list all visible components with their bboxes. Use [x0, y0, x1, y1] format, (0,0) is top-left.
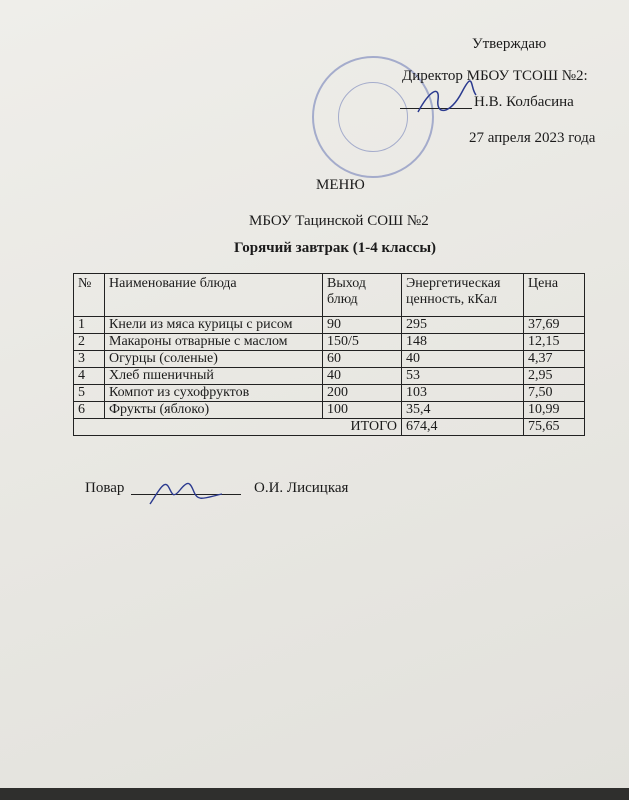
- row-output: 40: [323, 368, 402, 385]
- table-row: [74, 385, 585, 402]
- school-name: МБОУ Тацинской СОШ №2: [249, 213, 429, 229]
- background-edge: [0, 788, 629, 800]
- header-output: Выход блюд: [323, 274, 402, 317]
- director-name: Н.В. Колбасина: [474, 94, 574, 110]
- row-number: 4: [74, 368, 105, 385]
- table-row: [74, 317, 585, 334]
- row-dish: Кнели из мяса курицы с рисом: [105, 317, 323, 334]
- row-number: 5: [74, 385, 105, 402]
- total-label: ИТОГО: [74, 419, 402, 436]
- approval-date: 27 апреля 2023 года: [469, 130, 596, 146]
- row-price: 10,99: [524, 402, 585, 419]
- row-output: 150/5: [323, 334, 402, 351]
- row-output: 90: [323, 317, 402, 334]
- table-row: [74, 351, 585, 368]
- header-number: №: [74, 274, 105, 317]
- row-output: 200: [323, 385, 402, 402]
- header-energy: Энергетическая ценность, кКал: [402, 274, 524, 317]
- row-dish: Макароны отварные с маслом: [105, 334, 323, 351]
- menu-table: [73, 273, 585, 436]
- row-dish: Фрукты (яблоко): [105, 402, 323, 419]
- row-dish: Хлеб пшеничный: [105, 368, 323, 385]
- row-output: 100: [323, 402, 402, 419]
- row-energy: 295: [402, 317, 524, 334]
- cook-label: Повар: [85, 480, 125, 496]
- row-dish: Компот из сухофруктов: [105, 385, 323, 402]
- approval-label: Утверждаю: [472, 36, 547, 52]
- row-energy: 35,4: [402, 402, 524, 419]
- total-row: [74, 419, 585, 436]
- table-header-row: [74, 274, 585, 317]
- row-price: 12,15: [524, 334, 585, 351]
- row-number: 6: [74, 402, 105, 419]
- row-dish: Огурцы (соленые): [105, 351, 323, 368]
- table-row: [74, 334, 585, 351]
- menu-title: МЕНЮ: [316, 177, 365, 193]
- row-number: 3: [74, 351, 105, 368]
- table-row: [74, 368, 585, 385]
- header-dish-name: Наименование блюда: [105, 274, 323, 317]
- total-price: 75,65: [524, 419, 585, 436]
- stamp-emblem: [338, 82, 408, 152]
- row-energy: 148: [402, 334, 524, 351]
- total-energy: 674,4: [402, 419, 524, 436]
- row-price: 2,95: [524, 368, 585, 385]
- header-price: Цена: [524, 274, 585, 317]
- table-row: [74, 402, 585, 419]
- director-signature: [410, 80, 480, 120]
- row-number: 1: [74, 317, 105, 334]
- director-title: Директор МБОУ ТСОШ №2:: [402, 68, 588, 84]
- row-price: 4,37: [524, 351, 585, 368]
- row-energy: 40: [402, 351, 524, 368]
- row-energy: 53: [402, 368, 524, 385]
- cook-name: О.И. Лисицкая: [254, 480, 349, 496]
- row-output: 60: [323, 351, 402, 368]
- row-price: 37,69: [524, 317, 585, 334]
- cook-signature: [146, 474, 226, 510]
- meal-title: Горячий завтрак (1-4 классы): [234, 240, 437, 256]
- row-energy: 103: [402, 385, 524, 402]
- row-price: 7,50: [524, 385, 585, 402]
- row-number: 2: [74, 334, 105, 351]
